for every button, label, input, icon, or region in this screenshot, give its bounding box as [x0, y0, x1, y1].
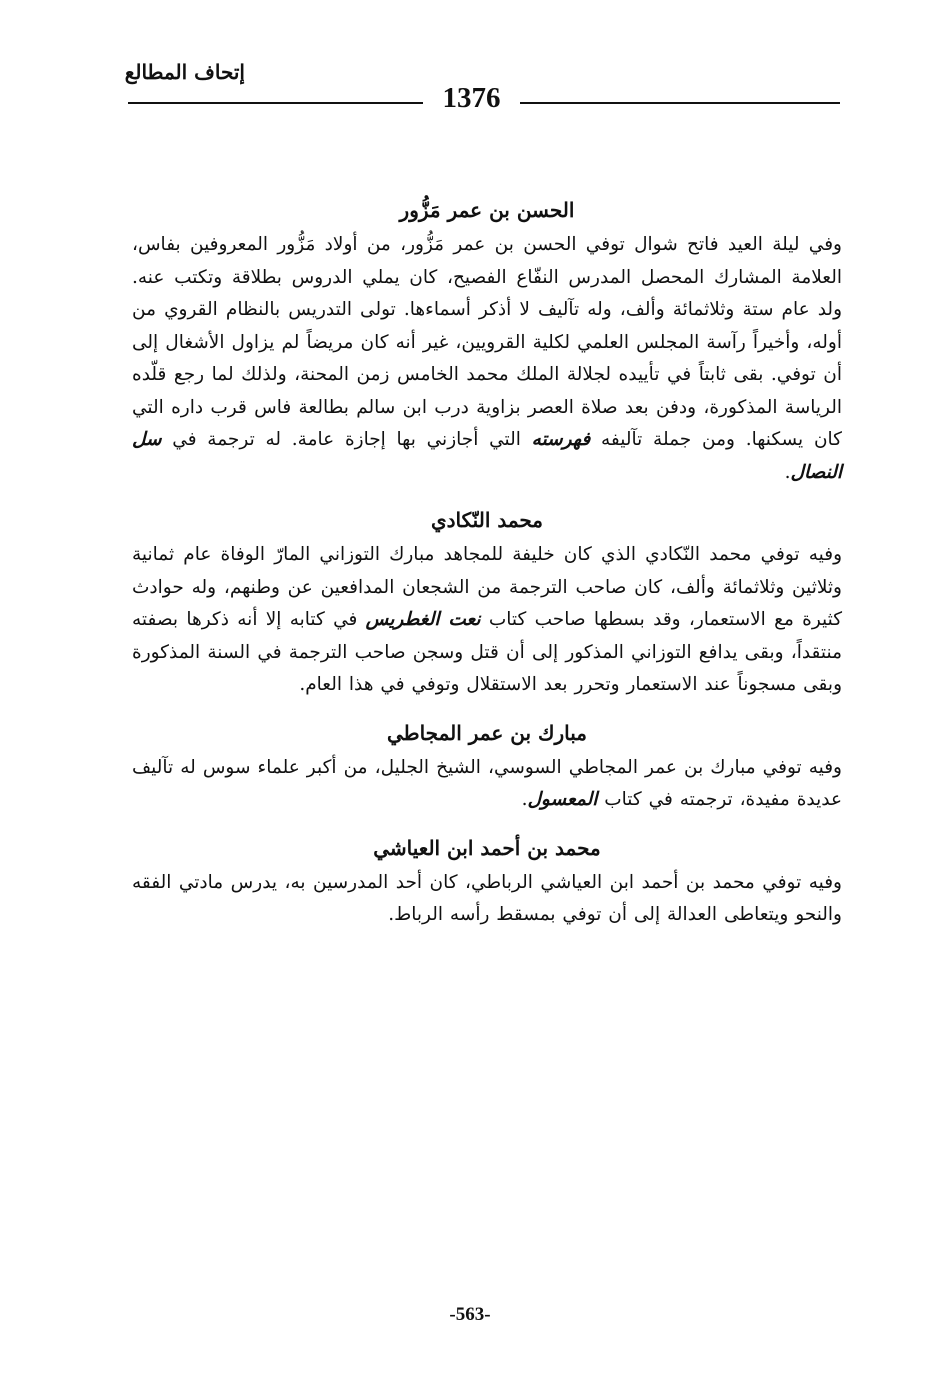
- main-text: [132, 193, 842, 946]
- entry-text: .: [784, 461, 791, 483]
- entry: [132, 831, 842, 932]
- running-title: إتحاف المطالع: [124, 60, 245, 84]
- entry-paragraph: [132, 539, 842, 702]
- entry-paragraph: [132, 752, 842, 817]
- header-rule-left: [128, 102, 423, 104]
- entry-paragraph: [132, 229, 842, 489]
- entry-paragraph: [132, 867, 842, 932]
- entry-title: الحسن بن عمر مَزُّور: [399, 198, 575, 222]
- page-number: -563-: [449, 1304, 491, 1325]
- entry-title: محمد النّكادي: [430, 508, 544, 532]
- entry-text: وفي ليلة العيد فاتح شوال توفي الحسن بن عمر مَزُّور، من أولاد مَزُّور المعروفين بفاس، العلامة المشارك المحصل المدرس النفّاع الفصيح، كان يملي الدروس بطلاقة وتكتب عنه. ولد عام ستة وثلاثمائة وألف، وله تآليف لا أذكر أسماءها. تولى التدريس بالنظام القروي من أوله، وأخيراً رآسة المجلس العلمي لكلية القرويين، غير أنه كان مريضاً لم يزاول الأشغال إلى أن توفي. بقى ثابتاً في تأييده لجلالة الملك محمد الخامس زمن المحنة، ولذلك لما رجع قلّده الرياسة المذكورة، ودفن بعد صلاة العصر بزاوية درب ابن سالم بطالعة فاس قرب داره التي كان يسكنها. ومن جملة تآليفه: [132, 234, 842, 450]
- book-title: سل النصال: [132, 429, 842, 483]
- entry-text: وفيه توفي مبارك بن عمر المجاطي السوسي، الشيخ الجليل، من أكبر علماء سوس له تآليف عديدة مفيدة، ترجمته في كتاب: [132, 756, 842, 810]
- entry: [132, 716, 842, 817]
- header-rule-right: [520, 102, 840, 104]
- entry-title: محمد بن أحمد ابن العياشي: [373, 835, 601, 860]
- book-title: نعت الغطريس: [365, 609, 481, 630]
- entry-text: التي أجازني بها إجازة عامة. له ترجمة في: [172, 429, 521, 450]
- entry-text: وفيه توفي محمد بن أحمد ابن العياشي الرباطي، كان أحد المدرسين به، يدرس مادتي الفقه والنحو ويتعاطى العدالة إلى أن توفي بمسقط رأسه الرباط.: [132, 871, 842, 925]
- entry: [132, 503, 842, 702]
- entry-text: في كتابه إلا أنه ذكرها بصفته منتقداً، وبقى يدافع التوزاني المذكور إلى أن قتل وسجن صاحب الترجمة في السنة المذكورة وبقى مسجوناً عند الاستعمار وتحرر بعد الاستقلال وتوفي في هذا العام.: [132, 609, 842, 695]
- book-title: المعسول: [527, 789, 598, 810]
- entry-text: وفيه توفي محمد النّكادي الذي كان خليفة للمجاهد مبارك التوزاني المارّ الوفاة عام ثمانية وثلاثين وثلاثمائة وألف، كان صاحب الترجمة من الشجعان المدافعين عن وطنهم، وله حوادث كثيرة مع الاستعمار، وقد بسطها صاحب كتاب: [132, 544, 843, 630]
- entry-title: مبارك بن عمر المجاطي: [387, 720, 587, 745]
- entry: [132, 193, 842, 489]
- book-title: فهرسته: [531, 429, 591, 450]
- year-heading: 1376: [442, 82, 501, 114]
- entry-text: .: [521, 789, 528, 810]
